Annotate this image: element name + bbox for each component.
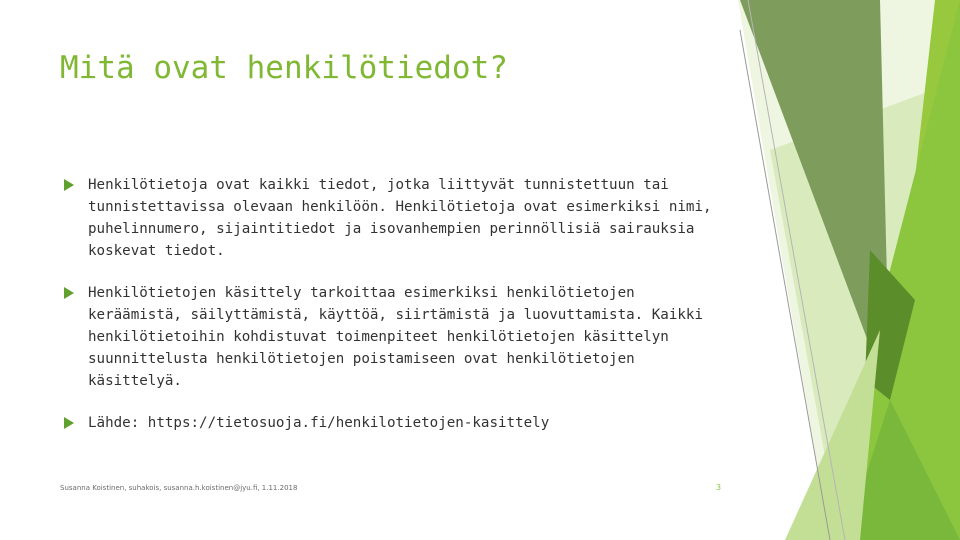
bullet-item — [64, 412, 714, 434]
slide-footer: Susanna Koistinen, suhakois, susanna.h.koistinen@jyu.fi, 1.11.2018 — [60, 484, 298, 492]
triangle-right-icon — [64, 417, 74, 429]
bullet-text: Henkilötietojen käsittely tarkoittaa esimerkiksi henkilötietojen keräämistä, säilyttämistä, käyttöä, siirtämistä ja luovuttamista. Kaikki henkilötietoihin kohdistuvat toimenpiteet henkilötietojen käsittelyn suunnittelusta henkilötietojen poistamiseen ovat henkilötietojen käsittelyä. — [88, 285, 703, 389]
bullet-item — [64, 174, 714, 262]
bullet-text: Henkilötietoja ovat kaikki tiedot, jotka liittyvät tunnistettuun tai tunnistettavissa olevaan henkilöön. Henkilötietoja ovat esimerkiksi nimi, puhelinnumero, sijaintitiedot ja isovanhempien perinnöllisiä sairauksia koskevat tiedot. — [88, 177, 712, 259]
bullet-item — [64, 282, 714, 392]
slide-title: Mitä ovat henkilötiedot? — [60, 50, 508, 86]
bullet-list — [64, 174, 714, 454]
bullet-text-source-link: Lähde: https://tietosuoja.fi/henkilotietojen-kasittely — [88, 415, 550, 431]
slide-number: 3 — [716, 483, 722, 492]
triangle-right-icon — [64, 179, 74, 191]
triangle-right-icon — [64, 287, 74, 299]
